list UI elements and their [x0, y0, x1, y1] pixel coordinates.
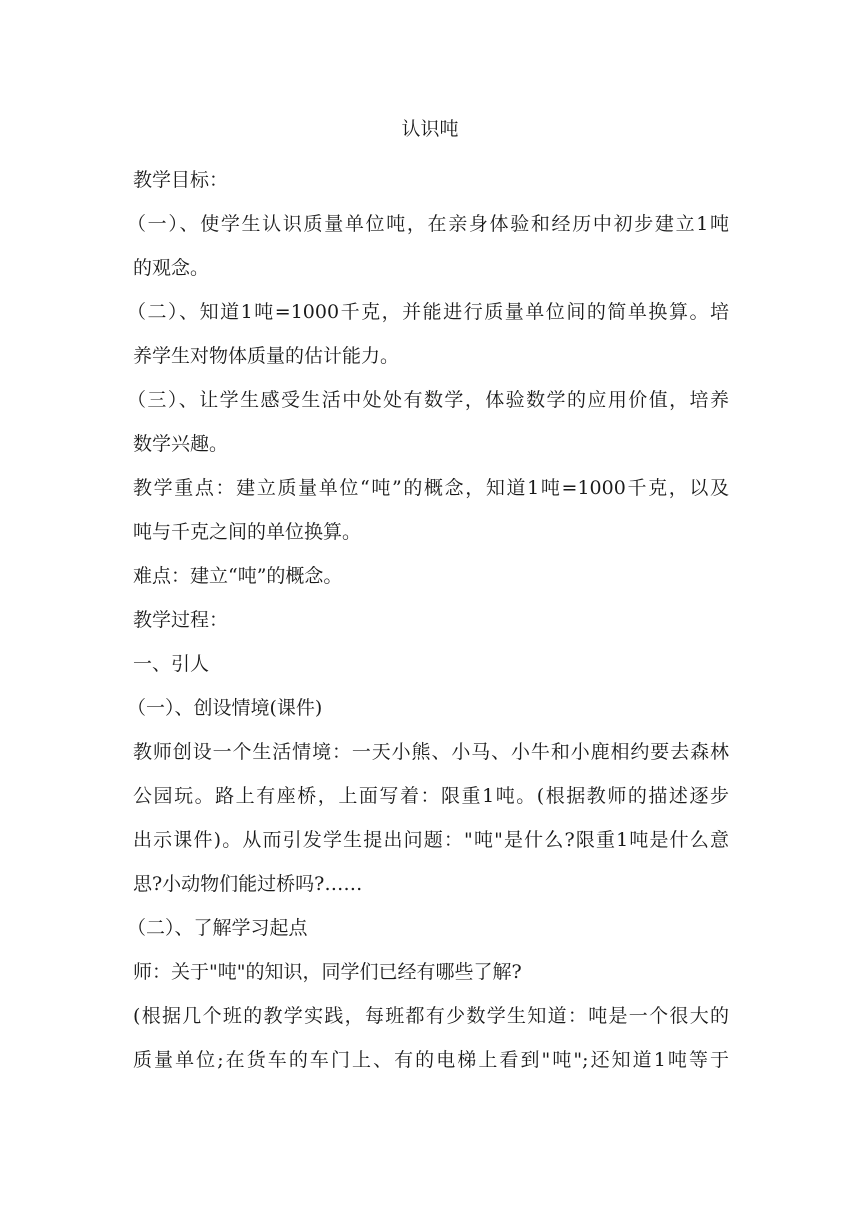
body-line: 出示课件)。从而引发学生提出问题："吨"是什么?限重1吨是什么意	[133, 829, 729, 851]
body-line: （二）、知道1吨=1000千克，并能进行质量单位间的简单换算。培	[127, 301, 729, 323]
body-line: 的观念。	[133, 257, 210, 279]
body-line: （一）、使学生认识质量单位吨，在亲身体验和经历中初步建立1吨	[127, 213, 729, 235]
body-line: 质量单位;在货车的车门上、有的电梯上看到"吨";还知道1吨等于	[133, 1049, 729, 1071]
body-line: （三）、让学生感受生活中处处有数学，体验数学的应用价值，培养	[127, 389, 729, 411]
body-line: 思?小动物们能过桥吗?……	[133, 873, 363, 895]
body-line: 教师创设一个生活情境：一天小熊、小马、小牛和小鹿相约要去森林	[133, 741, 729, 763]
body-line: 养学生对物体质量的估计能力。	[133, 345, 400, 367]
body-line: 数学兴趣。	[133, 433, 229, 455]
document-title: 认识吨	[401, 118, 459, 140]
body-line: 一、引人	[133, 653, 210, 675]
body-line: 吨与千克之间的单位换算。	[133, 521, 362, 543]
body-line: 难点：建立“吨”的概念。	[133, 565, 343, 587]
body-line: 师：关于"吨"的知识，同学们已经有哪些了解?	[133, 961, 522, 983]
body-line: 教学重点：建立质量单位“吨”的概念，知道1吨=1000千克，以及	[133, 477, 729, 499]
body-line: （一）、创设情境(课件)	[127, 697, 323, 719]
body-line: (根据几个班的教学实践，每班都有少数学生知道：吨是一个很大的	[133, 1005, 729, 1027]
body-line: 公园玩。路上有座桥，上面写着：限重1吨。(根据教师的描述逐步	[133, 785, 729, 807]
body-line: （二）、了解学习起点	[127, 917, 308, 939]
body-line: 教学目标：	[133, 169, 229, 191]
document-body	[127, 158, 729, 1082]
body-line: 教学过程：	[133, 609, 229, 631]
